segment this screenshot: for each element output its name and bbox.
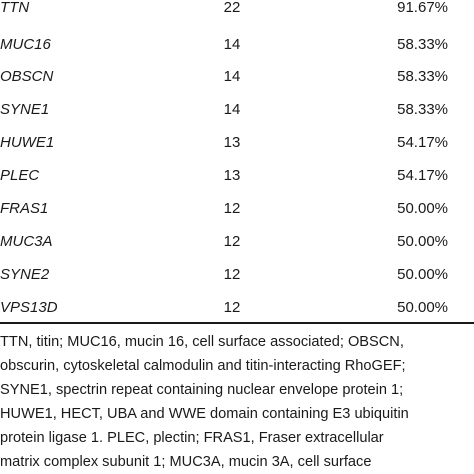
mutation-count: 14 bbox=[223, 36, 241, 53]
table-row bbox=[0, 134, 474, 171]
footnote-line: obscurin, cytoskeletal calmodulin and titin-interacting RhoGEF; bbox=[0, 358, 406, 374]
footnote-line: TTN, titin; MUC16, mucin 16, cell surface associated; OBSCN, bbox=[0, 334, 404, 350]
table-row bbox=[0, 0, 474, 36]
gene-name: PLEC bbox=[0, 167, 40, 184]
table-row bbox=[0, 200, 474, 237]
gene-name: MUC16 bbox=[0, 36, 51, 53]
mutation-count: 12 bbox=[223, 299, 241, 316]
mutation-count: 22 bbox=[223, 0, 241, 16]
mutation-count: 14 bbox=[223, 101, 241, 118]
gene-name: HUWE1 bbox=[0, 134, 55, 151]
mutation-percent: 50.00% bbox=[397, 233, 448, 250]
table-row bbox=[0, 233, 474, 270]
mutation-percent: 50.00% bbox=[397, 299, 448, 316]
gene-name: TTN bbox=[0, 0, 30, 16]
mutation-count: 12 bbox=[223, 200, 241, 217]
mutation-count: 14 bbox=[223, 68, 241, 85]
mutation-count: 13 bbox=[223, 134, 241, 151]
mutation-percent: 58.33% bbox=[397, 101, 448, 118]
gene-name: FRAS1 bbox=[0, 200, 49, 217]
mutation-percent: 50.00% bbox=[397, 200, 448, 217]
mutation-count: 13 bbox=[223, 167, 241, 184]
footnote-line: matrix complex subunit 1; MUC3A, mucin 3A, cell surface bbox=[0, 454, 372, 470]
mutation-percent: 58.33% bbox=[397, 68, 448, 85]
footnote-line: protein ligase 1. PLEC, plectin; FRAS1, Fraser extracellular bbox=[0, 430, 384, 446]
table-row bbox=[0, 101, 474, 138]
table-footnote bbox=[0, 330, 474, 474]
mutation-percent: 54.17% bbox=[397, 134, 448, 151]
gene-name: SYNE2 bbox=[0, 266, 50, 283]
gene-name: SYNE1 bbox=[0, 101, 50, 118]
table-bottom-rule bbox=[0, 322, 474, 324]
footnote-line: SYNE1, spectrin repeat containing nuclear envelope protein 1; bbox=[0, 382, 404, 398]
gene-name: OBSCN bbox=[0, 68, 54, 85]
table-row bbox=[0, 266, 474, 303]
gene-name: VPS13D bbox=[0, 299, 58, 316]
table-row bbox=[0, 167, 474, 204]
mutation-percent: 91.67% bbox=[397, 0, 448, 16]
table-row bbox=[0, 68, 474, 105]
gene-name: MUC3A bbox=[0, 233, 53, 250]
mutation-percent: 54.17% bbox=[397, 167, 448, 184]
footnote-line: HUWE1, HECT, UBA and WWE domain containing E3 ubiquitin bbox=[0, 406, 409, 422]
mutation-count: 12 bbox=[223, 266, 241, 283]
mutation-percent: 58.33% bbox=[397, 36, 448, 53]
mutation-count: 12 bbox=[223, 233, 241, 250]
mutation-percent: 50.00% bbox=[397, 266, 448, 283]
